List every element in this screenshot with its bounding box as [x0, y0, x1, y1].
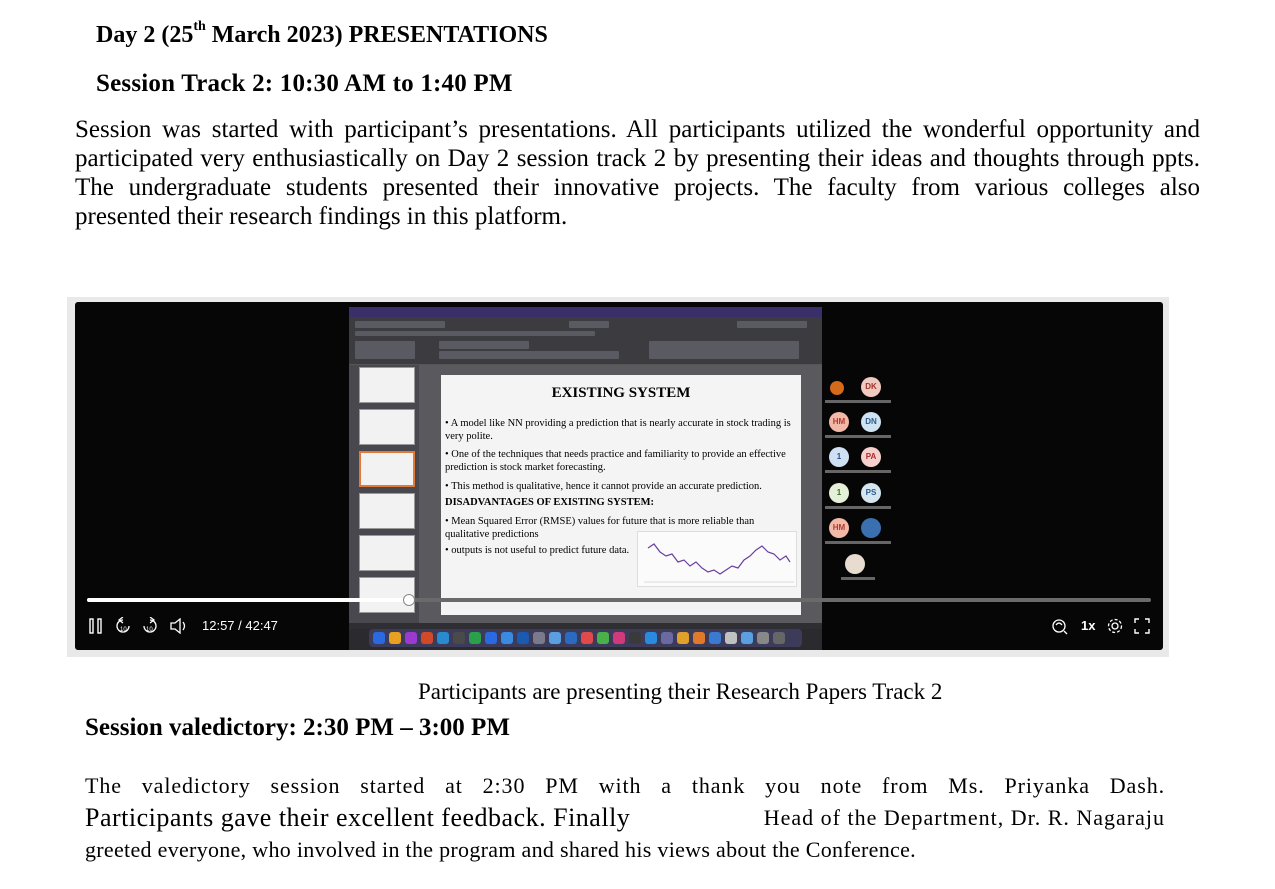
participant-avatar: 1: [829, 483, 849, 503]
valedictory-line-2-large: Participants gave their excellent feedback. Finally: [85, 803, 631, 832]
participant-avatar: PA: [861, 447, 881, 467]
powerpoint-ribbon: [349, 317, 822, 365]
day-heading-sup: th: [193, 19, 206, 34]
slide-editor: [419, 365, 822, 623]
participant-name: [857, 541, 891, 544]
day-heading: [96, 19, 548, 49]
captions-icon[interactable]: [1051, 617, 1069, 635]
participant-avatar: DK: [861, 377, 881, 397]
valedictory-line-1: The valedictory session started at 2:30 PM with a thank you note from Ms. Priyanka Dash.: [85, 773, 1165, 798]
mac-menubar: [349, 307, 822, 317]
slide-bullet-3: • This method is qualitative, hence it cannot provide an accurate prediction.: [445, 481, 762, 492]
video-caption: Participants are presenting their Research Papers Track 2: [418, 679, 943, 704]
svg-text:10: 10: [120, 627, 127, 633]
participant-name: [825, 400, 859, 403]
participant-name: [825, 470, 859, 473]
participant-avatar: [861, 518, 881, 538]
slide-title: EXISTING SYSTEM: [551, 385, 691, 401]
participant-avatar: HM: [829, 518, 849, 538]
svg-text:10: 10: [146, 627, 153, 633]
participant-name: [857, 506, 891, 509]
participant-avatar: HM: [829, 412, 849, 432]
participant-avatar: 1: [829, 447, 849, 467]
valedictory-line-2: [85, 802, 1165, 834]
slide-bullet-1: • A model like NN providing a prediction that is nearly accurate in stock trading is very polite.: [445, 418, 791, 442]
slide-bullet-5: • outputs is not useful to predict future data.: [445, 545, 630, 556]
settings-gear-icon[interactable]: [1106, 617, 1124, 635]
participant-name: [825, 435, 859, 438]
slide-line-chart: [637, 531, 797, 587]
valedictory-heading: Session valedictory: 2:30 PM – 3:00 PM: [85, 714, 510, 741]
valedictory-line-3: greeted everyone, who involved in the program and shared his views about the Conference.: [85, 837, 916, 862]
participant-avatar: PS: [861, 483, 881, 503]
time-display: 12:57 / 42:47: [202, 618, 278, 633]
participant-name: [841, 577, 875, 580]
fullscreen-icon[interactable]: [1134, 618, 1150, 634]
participant-name: [857, 435, 891, 438]
participant-avatar: [845, 554, 865, 574]
session-track-heading: Session Track 2: 10:30 AM to 1:40 PM: [96, 70, 513, 97]
slide-bullet-2: • One of the techniques that needs practice and familiarity to provide an effective prediction is stock market forecasting.: [445, 449, 786, 473]
progress-fill: [87, 598, 409, 602]
slide-bullet-4: • Mean Squared Error (RMSE) values for future that is more reliable than qualitative predictions: [445, 516, 755, 540]
mac-dock: [369, 629, 802, 647]
participant-name: [825, 506, 859, 509]
volume-icon[interactable]: [170, 618, 188, 634]
day-heading-suffix: March 2023) PRESENTATIONS: [205, 22, 548, 48]
slide-subheading: DISADVANTAGES OF EXISTING SYSTEM:: [445, 497, 654, 508]
pause-icon[interactable]: [89, 618, 103, 634]
slide: [441, 375, 801, 615]
participant-name: [857, 470, 891, 473]
intro-paragraph: Session was started with participant’s presentations. All participants utilized the wonderful opportunity and participated very enthusiastically on Day 2 session track 2 by presenting their ideas and thoughts through ppts. The undergraduate students presented their innovative projects. The faculty from various colleges also presented their research findings in this platform.: [75, 116, 1200, 230]
rewind-10-icon[interactable]: [115, 617, 131, 635]
valedictory-paragraph: [85, 770, 1165, 866]
participant-avatar: DN: [861, 412, 881, 432]
video-player[interactable]: [75, 302, 1163, 650]
progress-bar[interactable]: [87, 598, 1151, 602]
forward-10-icon[interactable]: [142, 617, 158, 635]
participant-name: [857, 400, 891, 403]
participant-name: [825, 541, 859, 544]
slide-thumbnails: [349, 365, 419, 623]
playback-speed-button[interactable]: 1x: [1081, 618, 1096, 633]
valedictory-line-2-rest: Head of the Department, Dr. R. Nagaraju: [763, 805, 1165, 830]
participant-avatar: [830, 381, 844, 395]
day-heading-prefix: Day 2 (25: [96, 22, 194, 48]
